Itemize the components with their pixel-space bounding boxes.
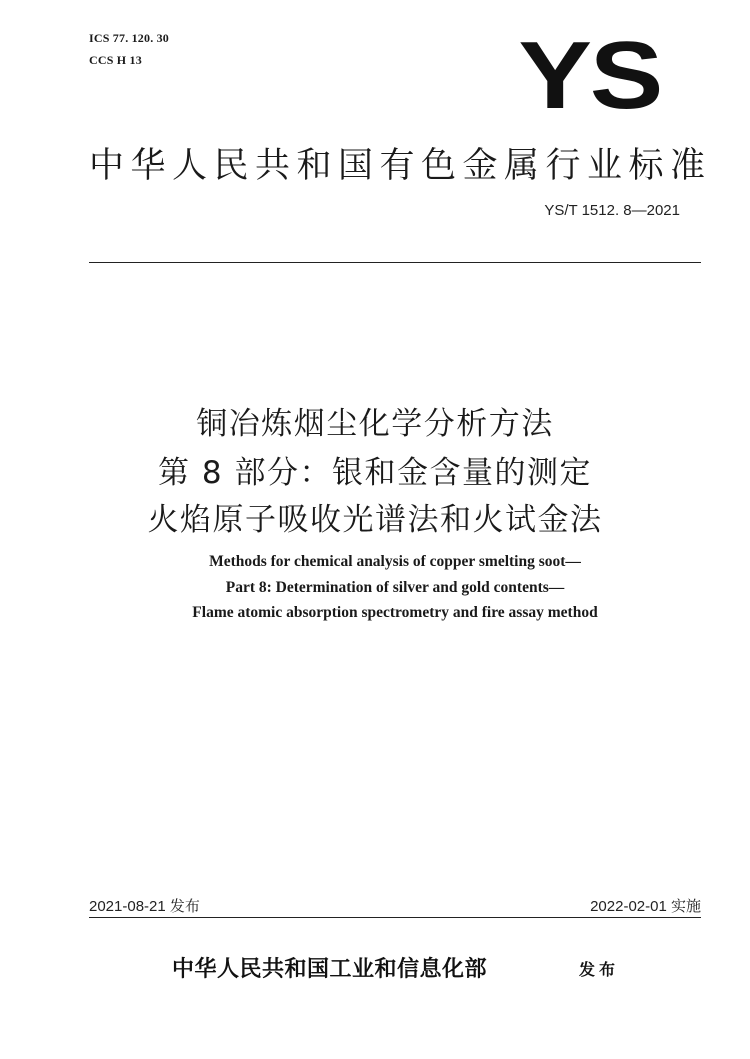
ics-code: ICS 77. 120. 30 <box>89 31 170 45</box>
footer-divider <box>89 917 701 918</box>
english-title-line-2: Part 8: Determination of silver and gold contents— <box>225 579 565 596</box>
ccs-code: CCS H 13 <box>89 53 142 67</box>
issue-date: 2021-08-21 发布 <box>89 898 200 915</box>
implementation-date: 2022-02-01 实施 <box>590 898 701 915</box>
standard-number: YS/T 1512. 8—2021 <box>544 202 680 219</box>
english-title-line-3: Flame atomic absorption spectrometry and fire assay method <box>192 604 598 621</box>
chinese-title-line-1: 铜冶炼烟尘化学分析方法 <box>196 406 554 442</box>
chinese-title-line-2: 第 8 部分：银和金含量的测定 <box>158 455 592 491</box>
chinese-title-line-3: 火焰原子吸收光谱法和火试金法 <box>147 502 603 538</box>
publisher-name: 中华人民共和国工业和信息化部 <box>172 956 488 982</box>
english-title-line-1: Methods for chemical analysis of copper smelting soot— <box>209 553 581 570</box>
header-divider <box>89 262 701 263</box>
standard-category-title: 中华人民共和国有色金属行业标准 <box>89 146 712 186</box>
ys-logo: YS <box>518 22 661 129</box>
publish-label: 发布 <box>579 960 620 979</box>
